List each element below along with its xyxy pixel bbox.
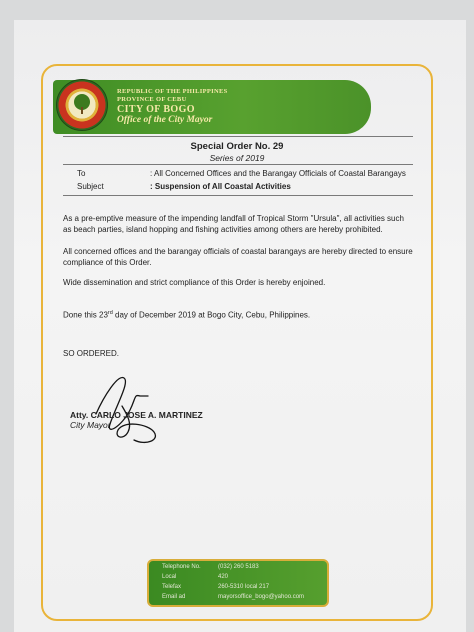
paragraph-directive: All concerned offices and the barangay officials of coastal barangays are hereby directed to ensure compliance of this Order. xyxy=(63,247,413,267)
city-seal-logo xyxy=(56,79,108,131)
header-divider xyxy=(63,136,413,137)
to-label: To xyxy=(77,169,86,178)
letterhead-republic: REPUBLIC OF THE PHILIPPINES xyxy=(117,88,228,95)
done-suffix: day of December 2019 at Bogo City, Cebu, Philippines. xyxy=(112,310,311,320)
letterhead-office: Office of the City Mayor xyxy=(117,115,213,125)
local-value: 420 xyxy=(218,574,229,580)
tree-emblem-icon xyxy=(74,94,90,110)
done-superscript: rd xyxy=(107,310,113,316)
letterhead-city: CITY OF BOGO xyxy=(117,104,195,115)
telefax-value: 260-5310 local 217 xyxy=(218,584,270,590)
local-label: Local xyxy=(162,574,177,580)
telefax-label: Telefax xyxy=(162,584,182,590)
paragraph-measure: As a pre-emptive measure of the impending landfall of Tropical Storm "Ursula", all activities such as beach parties, island hopping and fishing activities among others are hereby prohibited. xyxy=(63,214,404,234)
so-ordered: SO ORDERED. xyxy=(63,349,120,358)
subject-value: : Suspension of All Coastal Activities xyxy=(150,182,291,191)
paragraph-done-date xyxy=(63,308,413,321)
title-divider xyxy=(63,164,413,165)
to-value: : All Concerned Offices and the Barangay Officials of Coastal Barangays xyxy=(150,169,406,178)
order-title: Special Order No. 29 xyxy=(190,141,284,152)
order-series: Series of 2019 xyxy=(209,153,265,163)
done-prefix: Done this 23 xyxy=(63,310,108,320)
subject-divider xyxy=(63,195,413,196)
signatory-title: City Mayor xyxy=(70,420,111,430)
subject-label: Subject xyxy=(77,182,104,191)
telephone-label: Telephone No. xyxy=(162,564,201,570)
email-label: Email ad xyxy=(162,594,186,600)
signatory-name: Atty. CARLO JOSE A. MARTINEZ xyxy=(70,410,203,420)
paragraph-dissemination: Wide dissemination and strict compliance of this Order is hereby enjoined. xyxy=(63,278,326,287)
letterhead-province: PROVINCE OF CEBU xyxy=(117,96,187,103)
telephone-value: (032) 260 5183 xyxy=(218,564,259,570)
email-value: mayorsoffice_bogo@yahoo.com xyxy=(218,594,305,600)
